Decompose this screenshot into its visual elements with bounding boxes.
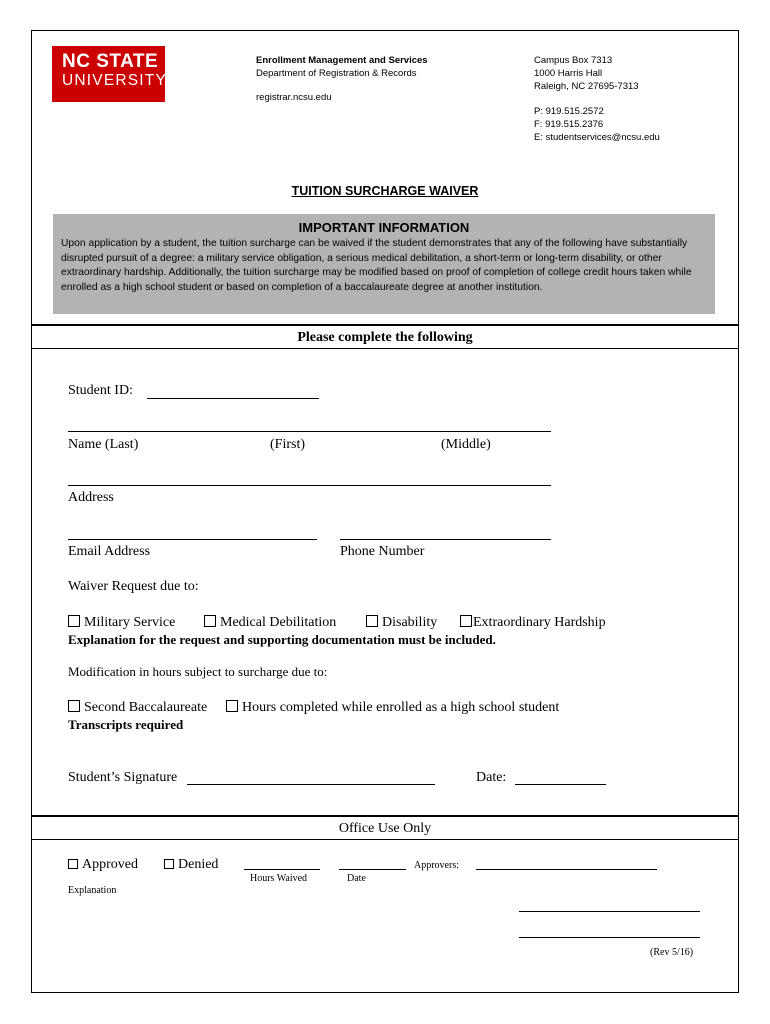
waiver-option-disability[interactable]: Disability bbox=[366, 615, 437, 631]
name-field[interactable] bbox=[68, 431, 551, 432]
checkbox-icon[interactable] bbox=[164, 859, 174, 869]
checkbox-icon[interactable] bbox=[226, 700, 238, 712]
office-heading: Office Use Only bbox=[338, 821, 432, 836]
office-date-label: Date bbox=[347, 873, 366, 884]
contact-line3: Raleigh, NC 27695-7313 bbox=[534, 81, 639, 92]
student-id-field[interactable] bbox=[147, 398, 319, 399]
modification-label: Modification in hours subject to surcharge due to: bbox=[68, 664, 328, 679]
contact-phone: P: 919.515.2572 bbox=[534, 106, 604, 117]
header-website[interactable]: registrar.ncsu.edu bbox=[256, 92, 332, 103]
hours-waived-label: Hours Waived bbox=[250, 873, 308, 884]
checkbox-icon[interactable] bbox=[460, 615, 472, 627]
waiver-option-medical[interactable]: Medical Debilitation bbox=[204, 615, 336, 631]
waiver-option-military[interactable]: Military Service bbox=[68, 615, 175, 631]
phone-field[interactable] bbox=[340, 539, 551, 540]
explanation-label: Explanation bbox=[68, 885, 117, 896]
section-rule-top bbox=[31, 324, 739, 326]
contact-line1: Campus Box 7313 bbox=[534, 55, 613, 66]
waiver-option-hardship[interactable]: Extraordinary Hardship bbox=[460, 615, 606, 631]
header-dept-subtitle: Department of Registration & Records bbox=[256, 68, 417, 79]
header-contact bbox=[534, 54, 660, 144]
checkbox-icon[interactable] bbox=[68, 700, 80, 712]
hours-waived-field[interactable] bbox=[244, 869, 320, 870]
logo-line1: NC STATE bbox=[62, 51, 159, 72]
waiver-label: Waiver Request due to: bbox=[68, 579, 199, 594]
checkbox-icon[interactable] bbox=[204, 615, 216, 627]
page-border bbox=[31, 30, 739, 993]
email-field[interactable] bbox=[68, 539, 317, 540]
modification-option-highschool[interactable]: Hours completed while enrolled as a high school student bbox=[226, 700, 559, 716]
date-field[interactable] bbox=[515, 784, 606, 785]
checkbox-icon[interactable] bbox=[68, 615, 80, 627]
office-rule-top bbox=[31, 815, 739, 817]
office-rule-bottom bbox=[31, 839, 739, 840]
nc-state-logo bbox=[52, 46, 168, 102]
contact-fax: F: 919.515.2376 bbox=[534, 119, 604, 130]
name-middle-label: (Middle) bbox=[441, 437, 491, 452]
student-id-label: Student ID: bbox=[68, 383, 133, 398]
header-dept-title: Enrollment Management and Services bbox=[256, 55, 428, 66]
modification-note: Transcripts required bbox=[68, 717, 184, 732]
checkbox-icon[interactable] bbox=[68, 859, 78, 869]
modification-option-baccalaureate[interactable]: Second Baccalaureate bbox=[68, 700, 207, 716]
section-rule-bottom bbox=[31, 348, 739, 349]
contact-line2: 1000 Harris Hall bbox=[534, 68, 603, 79]
address-label: Address bbox=[68, 490, 114, 505]
approver-field-3[interactable] bbox=[519, 937, 700, 938]
contact-email[interactable]: E: studentservices@ncsu.edu bbox=[534, 132, 660, 143]
info-heading: IMPORTANT INFORMATION bbox=[298, 220, 470, 235]
address-field[interactable] bbox=[68, 485, 551, 486]
approved-option[interactable]: Approved bbox=[68, 857, 138, 873]
revision-label: (Rev 5/16) bbox=[650, 947, 694, 958]
logo-line2: UNIVERSITY bbox=[62, 72, 168, 89]
approver-field-2[interactable] bbox=[519, 911, 700, 912]
important-info-box bbox=[53, 214, 715, 314]
date-label: Date: bbox=[476, 770, 507, 785]
info-body: Upon application by a student, the tuition surcharge can be waived if the student demonstrates that any of the following have substantially disrupted pursuit of a degree: a military service obligation, a serious medical debilitation, a short-term or long-term disability, or other extraordinary hardship. Additionally, the tuition surcharge may be modified based on proof of completion of college credit hours taken while enrolled as a high school student or based on completion of a baccalaureate degree at another institution. bbox=[61, 238, 692, 293]
form-title: TUITION SURCHARGE WAIVER bbox=[291, 184, 479, 198]
approvers-label: Approvers: bbox=[414, 860, 459, 871]
denied-option[interactable]: Denied bbox=[164, 857, 218, 873]
name-last-label: Name (Last) bbox=[68, 437, 139, 452]
waiver-note: Explanation for the request and supporting documentation must be included. bbox=[68, 632, 496, 647]
email-label: Email Address bbox=[68, 544, 151, 559]
office-date-field[interactable] bbox=[339, 869, 406, 870]
phone-label: Phone Number bbox=[340, 544, 425, 559]
header-center bbox=[256, 54, 428, 104]
approver-field-1[interactable] bbox=[476, 869, 657, 870]
checkbox-icon[interactable] bbox=[366, 615, 378, 627]
section-heading: Please complete the following bbox=[297, 330, 473, 345]
name-first-label: (First) bbox=[270, 437, 305, 452]
signature-label: Student’s Signature bbox=[68, 770, 178, 785]
signature-field[interactable] bbox=[187, 784, 435, 785]
